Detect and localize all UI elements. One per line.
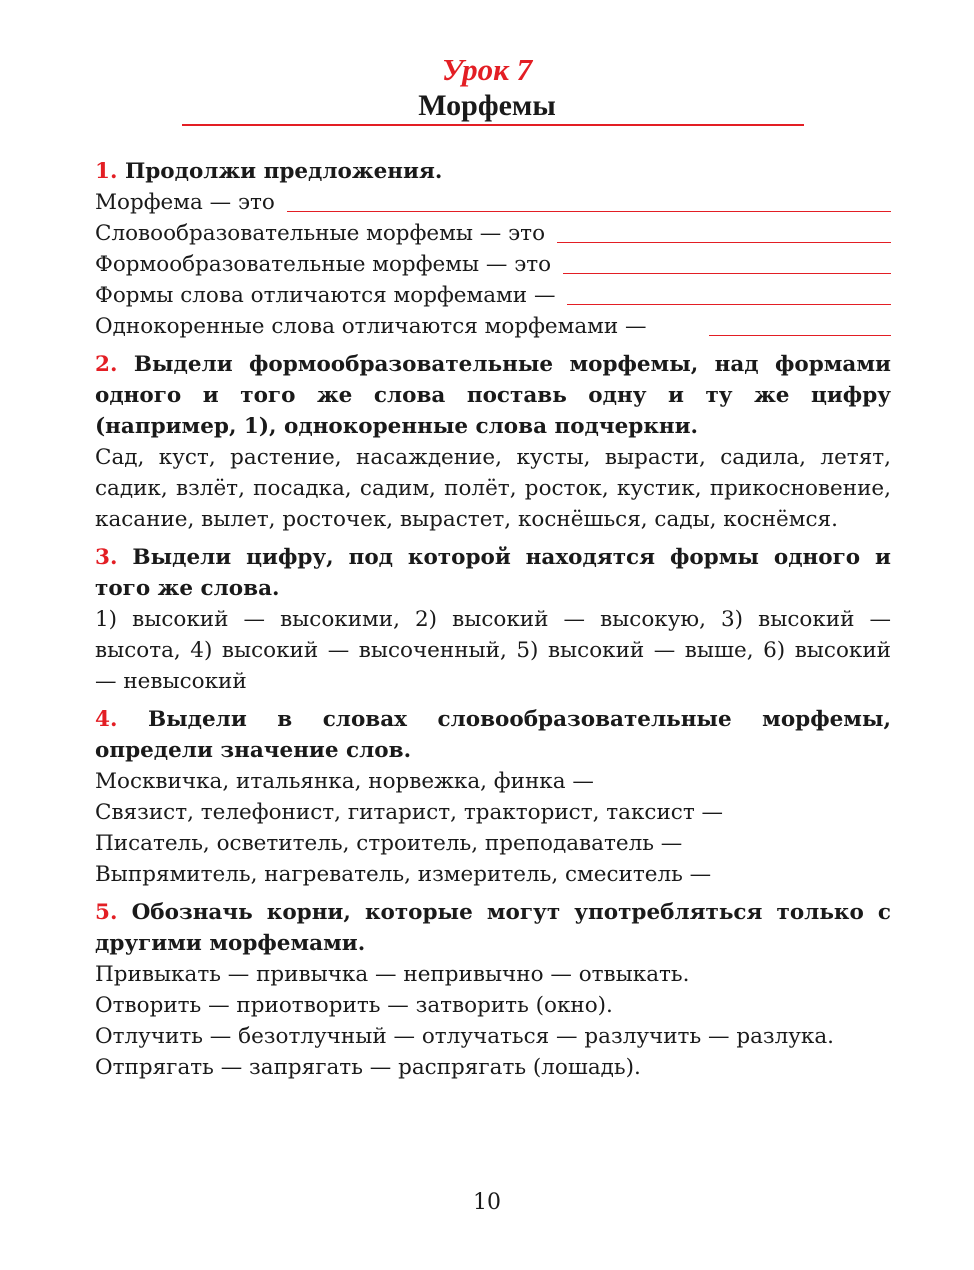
fill-line-4 <box>95 280 891 311</box>
fill-line-prompt: Словообразовательные морфемы — это <box>95 221 546 246</box>
task-5-line: Отворить — приотворить — затворить (окно). <box>95 993 613 1018</box>
answer-blank[interactable] <box>709 335 891 336</box>
task-5-line: Отпрягать — запрягать — распрягать (лошадь). <box>95 1055 641 1080</box>
task-4-heading <box>95 704 891 766</box>
answer-blank[interactable] <box>567 304 891 305</box>
task-number: 3. <box>95 545 118 570</box>
task-instruction: Выдели в словах словообразовательные морфемы, определи значение слов. <box>95 707 891 763</box>
fill-line-5 <box>95 311 891 342</box>
fill-line-prompt: Морфема — это <box>95 190 275 215</box>
task-instruction: Обозначь корни, которые могут употребляться только с другими морфемами. <box>95 900 891 956</box>
lesson-title: Морфемы <box>418 89 556 122</box>
task-instruction: Продолжи предложения. <box>124 159 443 184</box>
answer-blank[interactable] <box>287 211 891 212</box>
answer-blank[interactable] <box>557 242 891 243</box>
fill-line-2 <box>95 218 891 249</box>
task-instruction: Выдели цифру, под которой находятся формы одного и того же слова. <box>95 545 891 601</box>
task-4-line: Москвичка, итальянка, норвежка, финка — <box>95 769 594 794</box>
task-5-heading <box>95 897 891 959</box>
task-1 <box>95 156 891 342</box>
task-number: 1. <box>95 159 118 184</box>
task-3-heading <box>95 542 891 604</box>
task-4-line: Связист, телефонист, гитарист, тракторист, таксист — <box>95 800 724 825</box>
title-underline <box>182 124 804 126</box>
task-3 <box>95 542 891 697</box>
task-4-line: Писатель, осветитель, строитель, преподаватель — <box>95 831 683 856</box>
task-2-text: Сад, куст, растение, насаждение, кусты, вырасти, садила, летят, садик, взлёт, посадка, садим, полёт, росток, кустик, прикосновение, касание, вылет, росточек, вырастет, коснёшься, сады, коснёмся. <box>95 445 891 532</box>
task-4-line: Выпрямитель, нагреватель, измеритель, смеситель — <box>95 862 712 887</box>
task-4 <box>95 704 891 890</box>
lesson-header <box>0 52 974 124</box>
task-number: 2. <box>95 352 118 377</box>
fill-line-1 <box>95 187 891 218</box>
task-1-heading <box>95 156 891 187</box>
task-3-text: 1) высокий — высокими, 2) высокий — высокую, 3) высокий — высота, 4) высокий — высоченный, 5) высокий — выше, 6) высокий — невысокий <box>95 607 891 694</box>
task-number: 5. <box>95 900 118 925</box>
page-content <box>95 156 891 1090</box>
fill-line-prompt: Формы слова отличаются морфемами — <box>95 283 556 308</box>
fill-line-prompt: Формообразовательные морфемы — это <box>95 252 552 277</box>
task-number: 4. <box>95 707 118 732</box>
task-5-line: Отлучить — безотлучный — отлучаться — разлучить — разлука. <box>95 1024 835 1049</box>
task-2 <box>95 349 891 535</box>
page-number: 10 <box>473 1190 501 1215</box>
task-5 <box>95 897 891 1083</box>
answer-blank[interactable] <box>563 273 891 274</box>
task-5-line: Привыкать — привычка — непривычно — отвыкать. <box>95 962 690 987</box>
fill-line-3 <box>95 249 891 280</box>
task-2-heading <box>95 349 891 442</box>
lesson-number: Урок 7 <box>441 52 533 87</box>
fill-line-prompt: Однокоренные слова отличаются морфемами — <box>95 314 647 339</box>
task-instruction: Выдели формообразовательные морфемы, над формами одного и того же слова поставь одну и ту же цифру (например, 1), однокоренные слова подчеркни. <box>95 352 891 439</box>
